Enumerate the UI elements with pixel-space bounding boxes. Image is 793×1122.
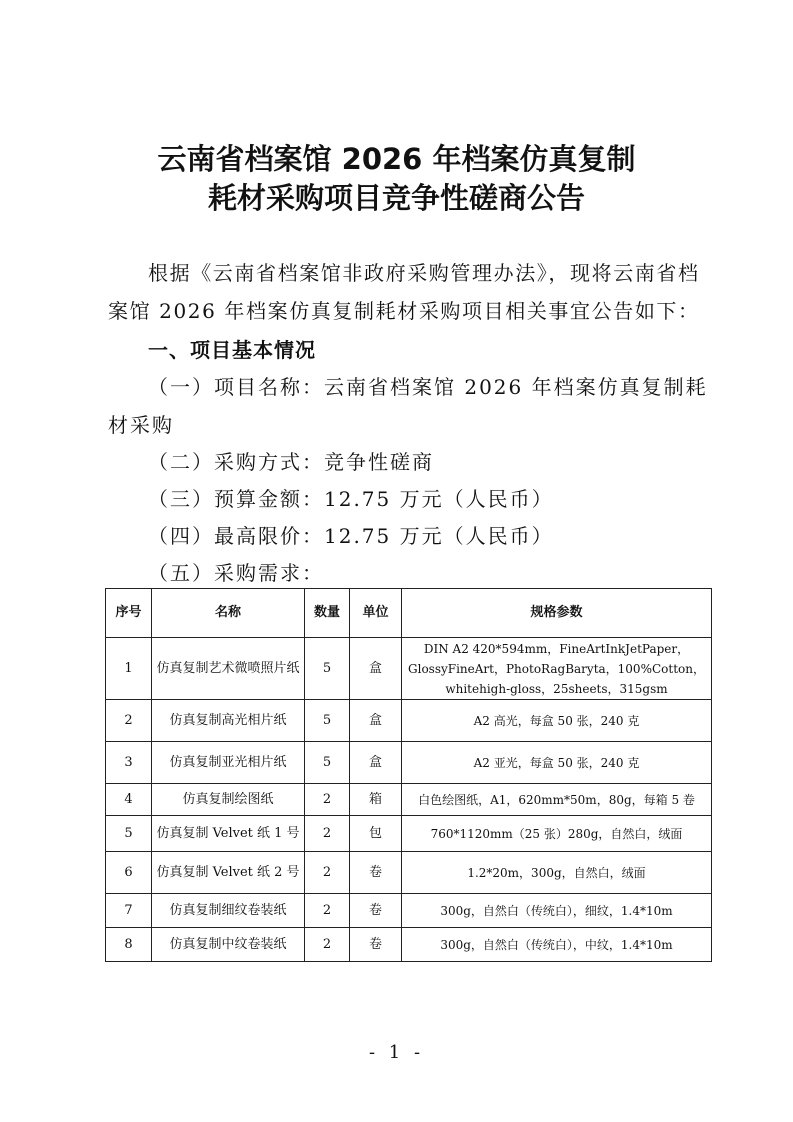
cell-unit: 盒 — [350, 700, 402, 742]
cell-no: 7 — [106, 894, 152, 928]
cell-unit: 卷 — [350, 852, 402, 894]
project-name-value: 云南省档案馆 2026 年档案仿真复制耗材采购 — [108, 375, 708, 437]
table-row — [106, 700, 712, 742]
cell-spec: 760*1120mm（25 张）280g，自然白，绒面 — [402, 816, 712, 852]
cell-unit: 箱 — [350, 784, 402, 816]
cell-name: 仿真复制亚光相片纸 — [152, 742, 305, 784]
cell-qty: 2 — [305, 894, 350, 928]
procurement-method-item: （二）采购方式：竞争性磋商 — [148, 450, 434, 474]
cell-name: 仿真复制绘图纸 — [152, 784, 305, 816]
table-row — [106, 638, 712, 700]
cell-name: 仿真复制 Velvet 纸 1 号 — [152, 816, 305, 852]
header-name: 名称 — [152, 589, 305, 638]
cell-no: 6 — [106, 852, 152, 894]
cell-qty: 2 — [305, 928, 350, 962]
cell-no: 3 — [106, 742, 152, 784]
cell-name: 仿真复制高光相片纸 — [152, 700, 305, 742]
price-limit-item: （四）最高限价：12.75 万元（人民币） — [148, 524, 554, 548]
project-name-label: （一）项目名称： — [148, 375, 324, 399]
table-row — [106, 894, 712, 928]
section-heading: 一、项目基本情况 — [148, 338, 316, 362]
cell-qty: 5 — [305, 742, 350, 784]
cell-spec: A2 亚光，每盒 50 张，240 克 — [402, 742, 712, 784]
cell-spec: A2 高光，每盒 50 张，240 克 — [402, 700, 712, 742]
cell-no: 5 — [106, 816, 152, 852]
cell-unit: 卷 — [350, 894, 402, 928]
page-number: - 1 - — [368, 1042, 425, 1063]
cell-qty: 5 — [305, 638, 350, 700]
cell-name: 仿真复制 Velvet 纸 2 号 — [152, 852, 305, 894]
requirements-table — [105, 588, 712, 962]
cell-spec: 白色绘图纸，A1，620mm*50m，80g，每箱 5 卷 — [402, 784, 712, 816]
requirements-item: （五）采购需求： — [148, 561, 324, 585]
project-name-item — [108, 368, 708, 444]
cell-no: 1 — [106, 638, 152, 700]
cell-unit: 包 — [350, 816, 402, 852]
cell-unit: 盒 — [350, 638, 402, 700]
table-header-row — [106, 589, 712, 638]
intro-paragraph: 根据《云南省档案馆非政府采购管理办法》，现将云南省档案馆 2026 年档案仿真复制耗材采购项目相关事宜公告如下： — [108, 261, 700, 323]
cell-unit: 卷 — [350, 928, 402, 962]
table-row — [106, 928, 712, 962]
table-row — [106, 816, 712, 852]
cell-qty: 5 — [305, 700, 350, 742]
table-row — [106, 742, 712, 784]
cell-name: 仿真复制细纹卷装纸 — [152, 894, 305, 928]
cell-spec: 1.2*20m，300g，自然白，绒面 — [402, 852, 712, 894]
cell-spec: DIN A2 420*594mm，FineArtInkJetPaper，GlossyFineArt，PhotoRagBaryta，100%Cotton，whitehigh-gloss，25sheets，315gsm — [402, 638, 712, 700]
cell-unit: 盒 — [350, 742, 402, 784]
document-title-line-1: 云南省档案馆 2026 年档案仿真复制 — [157, 142, 636, 176]
cell-no: 8 — [106, 928, 152, 962]
cell-qty: 2 — [305, 784, 350, 816]
document-title-line-2: 耗材采购项目竞争性磋商公告 — [207, 181, 585, 215]
header-unit: 单位 — [350, 589, 402, 638]
header-no: 序号 — [106, 589, 152, 638]
table-row — [106, 852, 712, 894]
table-row — [106, 784, 712, 816]
cell-qty: 2 — [305, 816, 350, 852]
cell-spec: 300g，自然白（传统白），细纹，1.4*10m — [402, 894, 712, 928]
cell-no: 2 — [106, 700, 152, 742]
cell-name: 仿真复制中纹卷装纸 — [152, 928, 305, 962]
cell-name: 仿真复制艺术微喷照片纸 — [152, 638, 305, 700]
cell-qty: 2 — [305, 852, 350, 894]
cell-spec: 300g，自然白（传统白），中纹，1.4*10m — [402, 928, 712, 962]
cell-no: 4 — [106, 784, 152, 816]
header-spec: 规格参数 — [402, 589, 712, 638]
header-qty: 数量 — [305, 589, 350, 638]
budget-item: （三）预算金额：12.75 万元（人民币） — [148, 487, 554, 511]
